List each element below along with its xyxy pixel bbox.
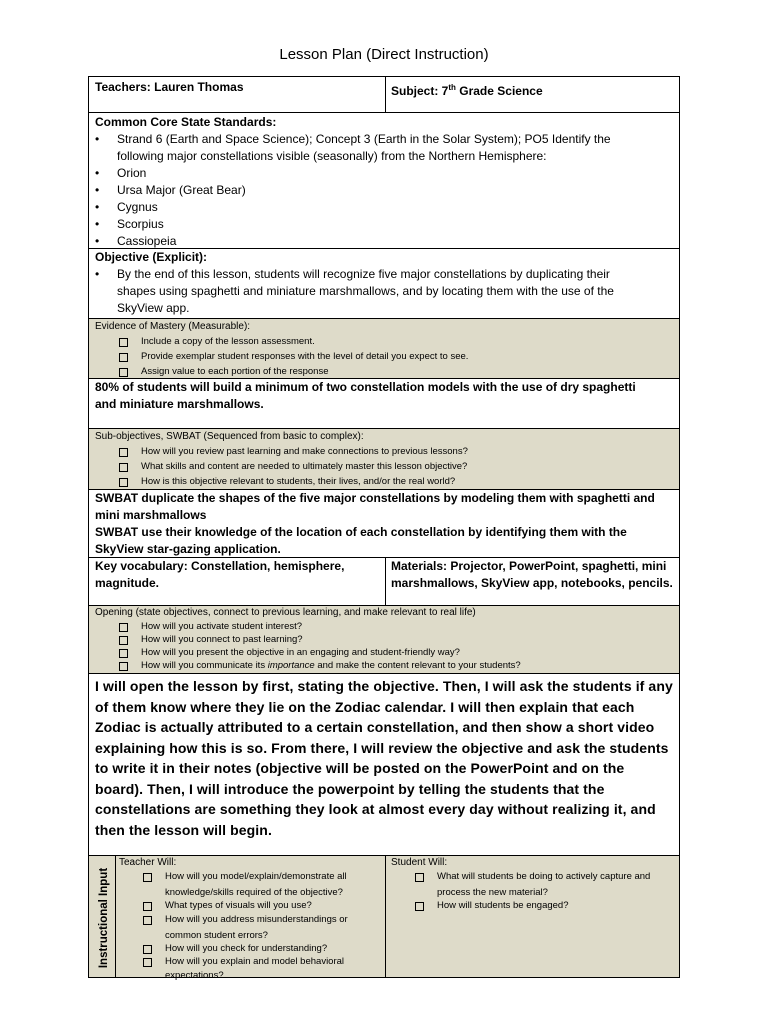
opening-prompt: How will you communicate its importance and make the content relevant to your students? [119, 659, 679, 672]
opening-prompt: How will you activate student interest? [119, 620, 679, 633]
teacher-prompt: How will you model/explain/demonstrate all knowledge/skills required of the objective? [143, 869, 381, 900]
subobjective-prompt: How is this objective relevant to students, their lives, and/or the real world? [119, 474, 679, 489]
instructional-input-section [88, 856, 680, 981]
checkbox-icon [119, 636, 128, 645]
checkbox-icon [119, 338, 128, 347]
checkbox-icon [143, 902, 152, 911]
swbat-answer-1: SWBAT duplicate the shapes of the five major constellations by modeling them with spaghetti and mini marshmallows [95, 491, 655, 522]
constellation-item: • Scorpius [89, 216, 639, 233]
opening-answer: I will open the lesson by first, stating the objective. Then, I will ask the students if any of them know where they lie on the Zodiac calendar. I will then explain that each Zodiac is actually attributed to a certain constellation, and then show a short video explaining how this is so. From there, I will review the objective and ask the students to write it in their notes (objective will be posted on the PowerPoint and on the board). Then, I will introduce the powerpoint by telling the students that the constellations are something they look at almost every day without realizing it, and then the lesson will begin. [95, 678, 673, 838]
opening-section [88, 606, 680, 674]
evidence-prompt: Include a copy of the lesson assessment. [119, 334, 679, 349]
checkbox-icon [119, 463, 128, 472]
checkbox-icon [143, 958, 152, 967]
instructional-input-label: Instructional Input [98, 867, 110, 969]
subject-field: Subject: 7th Grade Science [391, 83, 543, 98]
student-will-cell [391, 856, 675, 912]
evidence-answer: 80% of students will build a minimum of two constellation models with the use of dry spaghetti and miniature marshmallows. [95, 380, 636, 411]
teacher-prompt: How will you check for understanding? [143, 943, 381, 955]
standards-heading: Common Core State Standards: [95, 115, 277, 129]
teacher-prompt: What types of visuals will you use? [143, 900, 381, 912]
teacher-prompt: How will you address misunderstandings or common student errors? [143, 912, 381, 943]
opening-answer-section [88, 674, 680, 856]
objective-heading: Objective (Explicit): [95, 250, 208, 264]
swbat-answer-2: SWBAT use their knowledge of the location of each constellation by identifying them with the SkyView star-gazing application. [95, 525, 627, 556]
checkbox-icon [415, 902, 424, 911]
vocab-materials-row [88, 558, 680, 606]
teacher-will-heading: Teacher Will: [119, 857, 177, 868]
objective-section [88, 249, 680, 319]
constellation-item: • Cassiopeia [89, 233, 639, 250]
checkbox-icon [143, 916, 152, 925]
checkbox-icon [119, 353, 128, 362]
checkbox-icon [119, 662, 128, 671]
checkbox-icon [143, 945, 152, 954]
key-vocabulary: Key vocabulary: Constellation, hemisphere, magnitude. [95, 559, 345, 590]
opening-prompt: How will you present the objective in an engaging and student-friendly way? [119, 646, 679, 659]
subobjective-prompt: How will you review past learning and make connections to previous lessons? [119, 444, 679, 459]
page-title: Lesson Plan (Direct Instruction) [279, 46, 489, 63]
teacher-prompt: How will you explain and model behavioral expectations? [143, 955, 381, 982]
constellation-item: • Orion [89, 165, 639, 182]
constellation-item: • Cygnus [89, 199, 639, 216]
checkbox-icon [119, 623, 128, 632]
subobjective-prompt: What skills and content are needed to ultimately master this lesson objective? [119, 459, 679, 474]
checkbox-icon [119, 478, 128, 487]
opening-heading: Opening (state objectives, connect to previous learning, and make relevant to real life) [95, 607, 476, 618]
opening-prompt: How will you connect to past learning? [119, 633, 679, 646]
teacher-will-cell [119, 856, 381, 982]
header-row [88, 76, 680, 113]
subobjectives-section [88, 429, 680, 490]
evidence-section [88, 319, 680, 379]
student-prompt: How will students be engaged? [415, 900, 675, 912]
checkbox-icon [143, 873, 152, 882]
checkbox-icon [415, 873, 424, 882]
standards-section [88, 113, 680, 249]
checkbox-icon [119, 368, 128, 377]
evidence-heading: Evidence of Mastery (Measurable): [95, 321, 251, 332]
standard-item: • Strand 6 (Earth and Space Science); Concept 3 (Earth in the Solar System); PO5 Identify the following major constellations visible (seasonally) from the Northern Hemisphere: [89, 131, 639, 165]
evidence-prompt: Provide exemplar student responses with the level of detail you expect to see. [119, 349, 679, 364]
evidence-answer-section [88, 379, 680, 429]
evidence-prompt: Assign value to each portion of the response [119, 364, 679, 379]
student-will-heading: Student Will: [391, 857, 448, 868]
teachers-field: Teachers: Lauren Thomas [95, 80, 244, 94]
student-prompt: What will students be doing to actively capture and process the new material? [415, 869, 675, 900]
objective-text: • By the end of this lesson, students will recognize five major constellations by duplicating their shapes using spaghetti and miniature marshmallows, and by locating them with the use of the SkyView app. [89, 266, 639, 317]
checkbox-icon [119, 448, 128, 457]
subobjectives-heading: Sub-objectives, SWBAT (Sequenced from basic to complex): [95, 431, 364, 442]
materials: Materials: Projector, PowerPoint, spaghetti, mini marshmallows, SkyView app, notebooks, pencils. [391, 559, 673, 590]
checkbox-icon [119, 649, 128, 658]
swbat-section [88, 490, 680, 558]
constellation-item: • Ursa Major (Great Bear) [89, 182, 639, 199]
